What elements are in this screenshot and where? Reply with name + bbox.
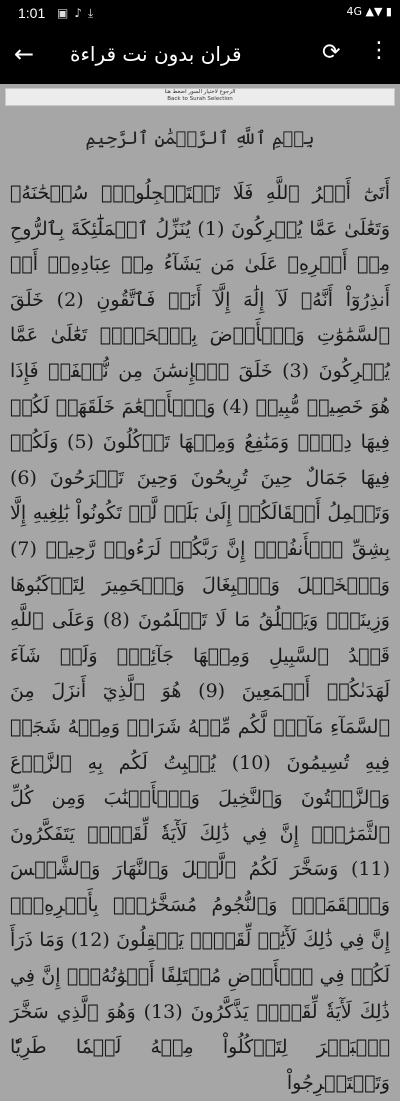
status-notification-icons xyxy=(57,6,99,21)
status-signal-battery: 4G ▲▼ ▮ xyxy=(346,5,392,18)
music-note-icon: ♪ xyxy=(74,6,89,20)
status-time: 1:01 xyxy=(18,5,46,21)
more-options-icon[interactable]: ⋮ xyxy=(368,38,390,63)
page-title: قران بدون نت قراءة xyxy=(70,42,242,66)
surah-reader[interactable] xyxy=(0,106,400,1094)
back-arrow-icon[interactable]: ← xyxy=(14,40,35,68)
back-to-surah-selection-banner[interactable] xyxy=(5,88,395,106)
basmala: بِسۡمِ ٱللَّهِ ٱلرَّحۡمَٰنِ ٱلرَّحِيمِ xyxy=(85,128,315,149)
banner-text-english: Back to Surah Selection xyxy=(167,96,233,102)
banner-text-arabic: الرجوع لاختيار السور اضغط هنا xyxy=(164,89,236,95)
app-bar xyxy=(0,28,400,84)
surah-verses-text: أَتَىٰٓ أَمۡرُ ٱللَّهِ فَلَا تَسۡتَعۡجِلُوهُۚ سُبۡحَٰنَهُۥ وَتَعَٰلَىٰ عَمَّا يُشۡرِكُونَ (1) يُنَزِّلُ ٱلۡمَلَٰٓئِكَةَ بِٱلرُّوحِ مِنۡ أَمۡرِهِۦ عَلَىٰ مَن يَشَآءُ مِنۡ عِبَادِهِۦٓ أَنۡ أَنذِرُوٓاْ أَنَّهُۥ لَآ إِلَٰهَ إِلَّآ أَنَا۠ فَٱتَّقُونِ (2) خَلَقَ ٱلسَّمَٰوَٰتِ وَٱلۡأَرۡضَ بِٱلۡحَقِّۚ تَعَٰلَىٰ عَمَّا يُشۡرِكُونَ (3) خَلَقَ ٱلۡإِنسَٰنَ مِن نُّطۡفَةٖ فَإِذَا هُوَ خَصِيمٞ مُّبِينٞ (4) وَٱلۡأَنۡعَٰمَ خَلَقَهَاۖ لَكُمۡ فِيهَا دِفۡءٞ وَمَنَٰفِعُ وَمِنۡهَا تَأۡكُلُونَ (5) وَلَكُمۡ فِيهَا جَمَالٌ حِينَ تُرِيحُونَ وَحِينَ تَسۡرَحُونَ (6) وَتَحۡمِلُ أَثۡقَالَكُمۡ إِلَىٰ بَلَدٖ لَّمۡ تَكُونُواْ بَٰلِغِيهِ إِلَّا بِشِقِّ ٱلۡأَنفُسِۚ إِنَّ رَبَّكُمۡ لَرَءُوفٞ رَّحِيمٞ (7) وَٱلۡخَيۡلَ وَٱلۡبِغَالَ وَٱلۡحَمِيرَ لِتَرۡكَبُوهَا وَزِينَةٗۚ وَيَخۡلُقُ مَا لَا تَعۡلَمُونَ (8) وَعَلَى ٱللَّهِ قَصۡدُ ٱلسَّبِيلِ وَمِنۡهَا جَآئِرٞۚ وَلَوۡ شَآءَ لَهَدَىٰكُمۡ أَجۡمَعِينَ (9) هُوَ ٱلَّذِيٓ أَنزَلَ مِنَ ٱلسَّمَآءِ مَآءٗۖ لَّكُم مِّنۡهُ شَرَابٞ وَمِنۡهُ شَجَرٞ فِيهِ تُسِيمُونَ (10) يُنۢبِتُ لَكُم بِهِ ٱلزَّرۡعَ وَٱلزَّيۡتُونَ وَٱلنَّخِيلَ وَٱلۡأَعۡنَٰبَ وَمِن كُلِّ ٱلثَّمَرَٰتِۚ إِنَّ فِي ذَٰلِكَ لَأٓيَةٗ لِّقَوۡمٖ يَتَفَكَّرُونَ (11) وَسَخَّرَ لَكُمُ ٱلَّيۡلَ وَٱلنَّهَارَ وَٱلشَّمۡسَ وَٱلۡقَمَرَۖ وَٱلنُّجُومُ مُسَخَّرَٰتُۢ بِأَمۡرِهِۦٓۚ إِنَّ فِي ذَٰلِكَ لَأٓيَٰتٖ لِّقَوۡمٖ يَعۡقِلُونَ (12) وَمَا ذَرَأَ لَكُمۡ فِي ٱلۡأَرۡضِ مُخۡتَلِفًا أَلۡوَٰنُهُۥٓۚ إِنَّ فِي ذَٰلِكَ لَأٓيَةٗ لِّقَوۡمٖ يَذَّكَّرُونَ (13) وَهُوَ ٱلَّذِي سَخَّرَ ٱلۡبَحۡرَ لِتَأۡكُلُواْ مِنۡهُ لَحۡمٗا طَرِيّٗا وَتَسۡتَخۡرِجُواْ xyxy=(10,182,391,1094)
refresh-icon[interactable]: ⟳ xyxy=(322,40,341,65)
status-bar xyxy=(0,0,400,28)
image-icon: ▣ xyxy=(57,6,75,20)
download-icon: ⤓ xyxy=(88,6,100,20)
